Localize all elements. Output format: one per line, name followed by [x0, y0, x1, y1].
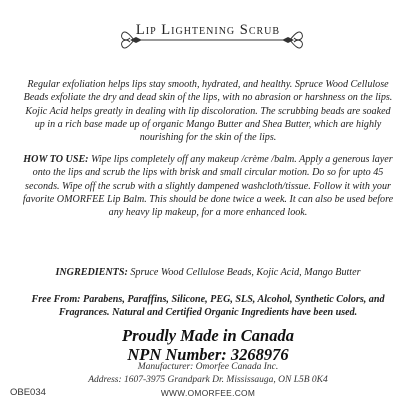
npn-number: NPN Number: 3268976 [127, 345, 289, 364]
header [0, 14, 416, 64]
how-to-use-label: HOW TO USE: [23, 154, 89, 165]
ingredients-section [22, 266, 394, 279]
manufacturer-block [0, 361, 416, 387]
website-link[interactable]: WWW.OMORFEE.COM [160, 388, 256, 398]
origin-block [0, 326, 416, 364]
product-title: Lip Lightening Scrub [135, 22, 281, 38]
manufacturer-address: Address: 1607-3975 Grandpark Dr. Mississauga, ON L5B 0K4 [88, 375, 328, 385]
product-code: OBE034 [10, 387, 46, 398]
how-to-use-text: Wipe lips completely off any makeup /crème /balm. Apply a generous layer onto the lips and scrub the lips with brisk and small circular motion. Do so for upto 45 seconds. Wipe off the scrub with a slightly dampened washcloth/tissue. Follow it with your favorite OMORFEE Lip Balm. This should be done twice a week. It can also be used before any heavy lip makeup, for a more enhanced look. [22, 154, 394, 219]
ingredients-label: INGREDIENTS: [55, 267, 128, 278]
intro-paragraph: Regular exfoliation helps lips stay smooth, hydrated, and healthy. Spruce Wood Cellulose Beads exfoliate the dry and dead skin of the lips, with no abrasion or harshness on the lips. Kojic Acid helps greatly in dealing with lip discoloration. The scrubbing beads are soaked up in a rich base made up of organic Mango Butter and Shea Butter, which are highly nourishing for the skin of the lips. [23, 79, 393, 144]
made-in-canada: Proudly Made in Canada [122, 326, 294, 345]
free-from-statement: Free From: Parabens, Paraffins, Silicone, PEG, SLS, Alcohol, Synthetic Colors, and Fragrances. Natural and Certified Organic Ingredients have been used. [31, 294, 385, 319]
ingredients-text: Spruce Wood Cellulose Beads, Kojic Acid, Mango Butter [127, 267, 361, 278]
manufacturer-name: Manufacturer: Omorfee Canada Inc. [137, 362, 279, 372]
how-to-use-section [22, 153, 394, 219]
